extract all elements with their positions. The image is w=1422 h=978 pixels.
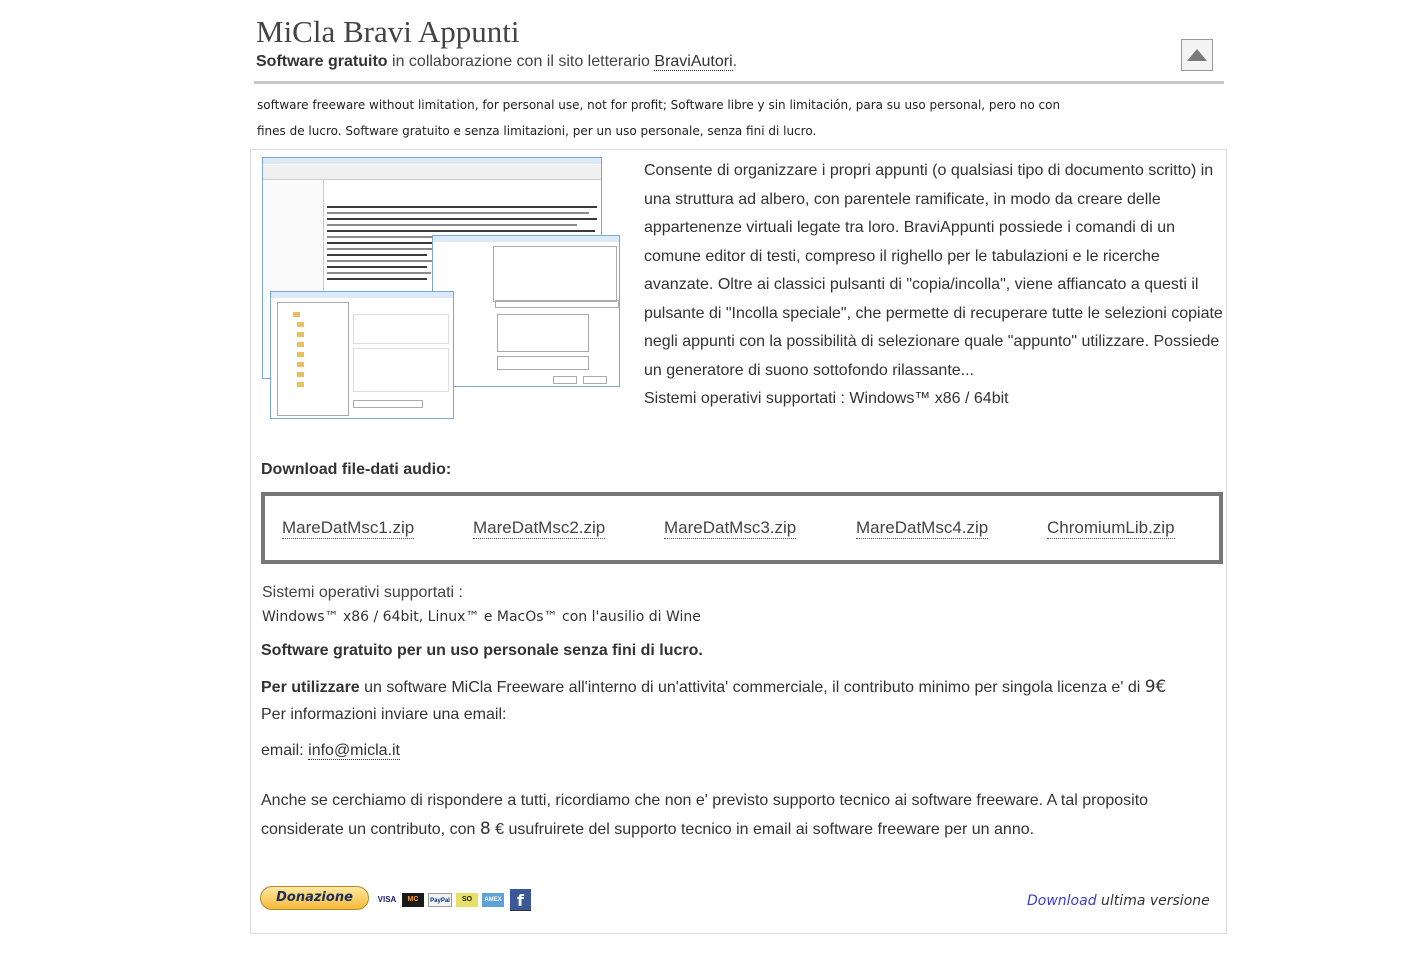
latest-download	[1027, 893, 1210, 909]
license-line-2: fines de lucro. Software gratuito e senza limitazioni, per un uso personale, senza fini di lucro.	[257, 124, 817, 138]
page-title: MiCla Bravi Appunti	[256, 14, 520, 49]
download-link-maredatmsc3[interactable]: MareDatMsc3.zip	[664, 518, 797, 537]
email-line	[261, 742, 400, 760]
amex-card-icon: AMEX	[482, 893, 504, 907]
app-description	[644, 157, 1224, 414]
usage-text: un software MiCla Freeware all'interno di un'attivita' commerciale, il contributo minimo per singola licenza e' di	[364, 679, 1141, 696]
support-paragraph	[261, 786, 1221, 844]
subtitle-text: in collaborazione con il sito letterario	[392, 53, 650, 70]
os-label: Sistemi operativi supportati :	[262, 584, 463, 601]
app-screenshot	[262, 157, 622, 419]
download-section-title: Download file-dati audio:	[261, 461, 452, 478]
paypal-card-icon: PayPal	[428, 893, 452, 907]
screenshot-dialog-1	[432, 235, 620, 387]
support-text-2: € usufruirete del supporto tecnico in email ai software freeware per un anno.	[495, 821, 1035, 838]
screenshot-dialog-2	[270, 291, 454, 419]
scroll-top-button[interactable]	[1181, 39, 1213, 71]
page-subtitle	[256, 53, 737, 71]
email-label: email:	[261, 742, 304, 759]
license-line-1: software freeware without limitation, for personal use, not for profit; Software libre y sin limitación, para su uso personal, pero no con	[257, 98, 1061, 112]
header-divider	[254, 81, 1224, 84]
facebook-icon[interactable]: f	[510, 889, 531, 911]
os-list: Windows™ x86 / 64bit, Linux™ e MacOs™ con l'ausilio di Wine	[262, 609, 701, 625]
latest-download-link[interactable]: Download	[1027, 893, 1097, 909]
usage-price: 9€	[1144, 677, 1167, 697]
download-link-maredatmsc2[interactable]: MareDatMsc2.zip	[473, 518, 606, 537]
email-link[interactable]: info@micla.it	[308, 742, 400, 759]
support-price: 8	[479, 819, 491, 839]
info-line: Per informazioni inviare una email:	[261, 706, 507, 723]
support-text-1: Anche se cerchiamo di rispondere a tutti, ricordiamo che non e' previsto supporto tecnico ai software freeware. A tal proposito considerate un contributo, con	[261, 792, 1149, 838]
download-link-maredatmsc1[interactable]: MareDatMsc1.zip	[282, 518, 415, 537]
description-text: Consente di organizzare i propri appunti (o qualsiasi tipo di documento scritto) in una struttura ad albero, con parentele ramificate, in modo da creare delle appartenenze virtuali legate tra loro. BraviAppunti possiede i comandi di un comune editor di testi, compreso il righello per le tabulazioni e le ricerche avanzate. Oltre ai classici pulsanti di "copia/incolla", viene affiancato a questi il pulsante di "Incolla speciale", che permette di recuperare tutte le selezioni copiate negli appunti con la possibilità di selezionare quale "appunto" utilizzare. Possiede un generatore di suono sottofondo rilassante...	[644, 162, 1223, 379]
download-link-maredatmsc4[interactable]: MareDatMsc4.zip	[856, 518, 989, 537]
arrow-up-icon	[1187, 49, 1207, 61]
subtitle-end: .	[732, 53, 738, 70]
free-notice: Software gratuito per un uso personale senza fini di lucro.	[261, 642, 703, 659]
usage-bold: Per utilizzare	[261, 679, 360, 696]
download-link-chromiumlib[interactable]: ChromiumLib.zip	[1047, 518, 1175, 537]
visa-card-icon: VISA	[377, 895, 397, 904]
solo-card-icon: SO	[456, 893, 478, 907]
usage-line	[261, 677, 1166, 697]
braviautori-link[interactable]: BraviAutori	[654, 53, 733, 70]
donate-button[interactable]: Donazione	[260, 886, 369, 910]
subtitle-bold: Software gratuito	[256, 53, 388, 70]
systems-line: Sistemi operativi supportati : Windows™ x86 / 64bit	[644, 390, 1009, 407]
latest-download-text: ultima versione	[1101, 893, 1210, 909]
mastercard-icon: MC	[402, 893, 424, 907]
